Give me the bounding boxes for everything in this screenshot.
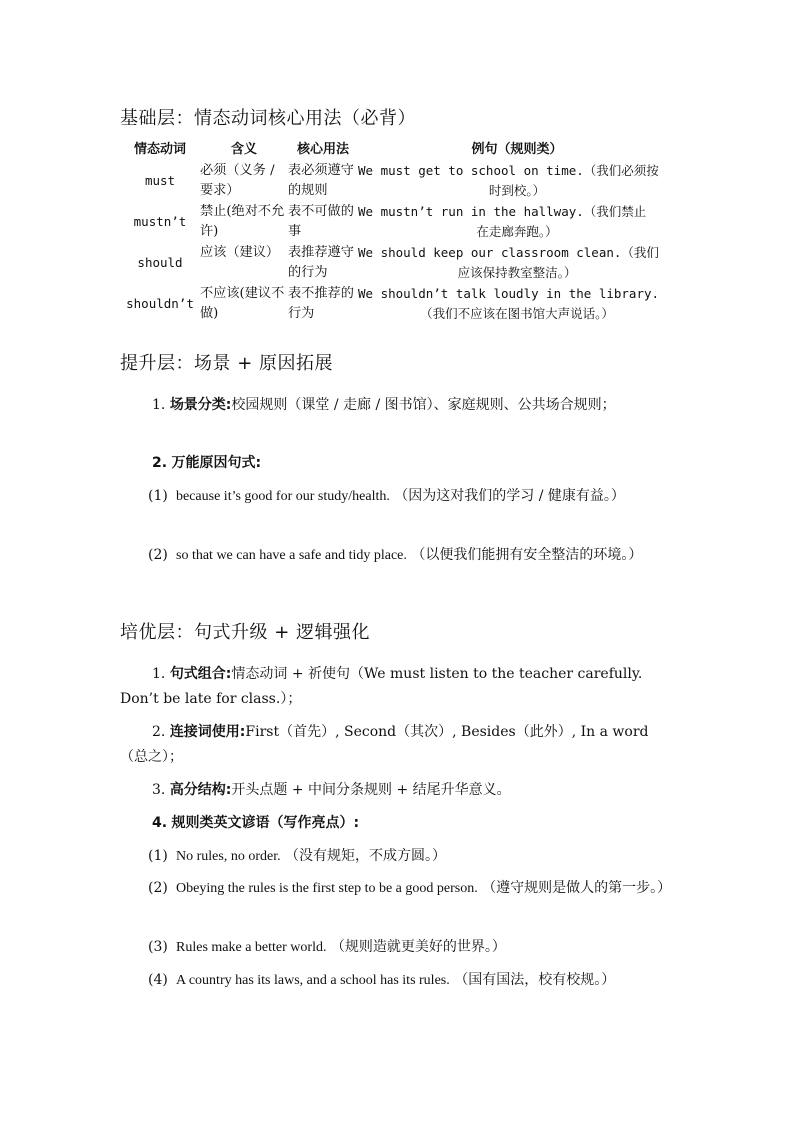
cell-usage: 表不可做的事: [288, 203, 354, 239]
example-line-2: 在走廊奔跑。）: [476, 224, 558, 239]
table-row: [120, 161, 676, 202]
example-line-2: 应该保持教室整洁。）: [457, 265, 577, 280]
sub-chinese: （以便我们能拥有安全整洁的环境。）: [411, 547, 643, 563]
sub-list-item: [148, 843, 676, 870]
item-number: 1.: [152, 666, 166, 682]
sub-chinese: （遵守规则是做人的第一步。）: [482, 880, 672, 896]
item-label: 连接词使用:: [169, 724, 246, 740]
sub-number: (4): [148, 972, 168, 988]
sub-english: so that we can have a safe and tidy place.: [176, 548, 407, 563]
sub-chinese: （国有国法，校有校规。）: [454, 972, 616, 988]
cell-usage: 表必须遵守的规则: [288, 162, 354, 198]
cell-meaning: 必须（义务 / 要求）: [200, 162, 275, 198]
header-verb: 情态动词: [133, 142, 186, 157]
cell-verb: shouldn’t: [126, 295, 194, 311]
cell-example: [358, 161, 676, 202]
header-example: 例句（规则类）: [471, 142, 563, 157]
sub-list-item: [148, 967, 676, 994]
list-item: [120, 393, 676, 418]
item-label: 万能原因句式:: [171, 455, 262, 471]
list-item: [120, 778, 676, 803]
list-item: [120, 451, 676, 476]
sub-english: No rules, no order.: [176, 849, 281, 864]
item-label: 高分结构:: [169, 782, 232, 798]
section-title-excellent: 培优层：句式升级 + 逻辑强化: [120, 622, 371, 643]
item-text: First（首先）, Second（其次）, Besides（此外）, In a word（总之）；: [120, 724, 649, 765]
item-label: 场景分类:: [169, 397, 232, 413]
example-line: We shouldn’t talk loudly in the library.: [358, 285, 660, 301]
table-row: [120, 202, 676, 243]
sub-number: (1): [148, 848, 168, 864]
section-title-advanced: 提升层：场景 + 原因拓展: [120, 353, 334, 374]
table-row: [120, 284, 676, 325]
cell-usage: 表推荐遵守的行为: [288, 244, 354, 280]
sub-list-item: [148, 934, 676, 961]
example-line: We must get to school on time.（我们必须按: [358, 162, 659, 178]
list-item: [120, 720, 676, 770]
sub-number: (1): [148, 488, 168, 504]
cell-meaning: 禁止(绝对不允许): [200, 203, 285, 239]
header-usage: 核心用法: [296, 142, 349, 157]
sub-chinese: （没有规矩，不成方圆。）: [285, 848, 447, 864]
cell-verb: mustn’t: [133, 213, 187, 229]
item-number: 3.: [152, 782, 166, 798]
sub-chinese: （规则造就更美好的世界。）: [330, 939, 506, 955]
item-label: 规则类英文谚语（写作亮点）:: [171, 815, 360, 831]
table-header-row: [120, 140, 676, 161]
cell-meaning: 不应该(建议不做): [200, 285, 285, 321]
table-row: [120, 243, 676, 284]
sub-chinese: （因为这对我们的学习 / 健康有益。）: [394, 488, 625, 504]
example-line: We should keep our classroom clean.（我们: [358, 244, 659, 260]
cell-meaning: 应该（建议）: [200, 244, 280, 260]
sub-english: Rules make a better world.: [176, 940, 327, 955]
example-line: We mustn’t run in the hallway.（我们禁止: [358, 203, 647, 219]
item-label: 句式组合:: [169, 666, 232, 682]
example-line-2: （我们不应该在图书馆大声说话。）: [420, 306, 614, 321]
sub-number: (2): [148, 880, 168, 896]
modal-verbs-table: [120, 140, 676, 325]
cell-verb: must: [144, 172, 176, 188]
sub-list-item: [148, 483, 676, 510]
item-text: 情态动词 + 祈使句（We must listen to the teacher carefully. Don’t be late for class.）；: [120, 666, 643, 707]
section-title-basic: 基础层：情态动词核心用法（必背）: [120, 108, 416, 129]
example-line-2: 时到校。）: [488, 183, 546, 198]
sub-english: because it’s good for our study/health.: [176, 489, 390, 504]
list-item: [120, 662, 676, 712]
item-number: 2.: [152, 455, 168, 471]
sub-number: (2): [148, 547, 168, 563]
sub-english: Obeying the rules is the first step to be a good person.: [176, 881, 478, 896]
list-item: [120, 811, 676, 836]
item-text: 校园规则（课堂 / 走廊 / 图书馆）、家庭规则、公共场合规则；: [231, 397, 616, 413]
sub-list-item: [148, 875, 676, 902]
header-meaning: 含义: [230, 142, 257, 157]
cell-example: [358, 243, 676, 284]
cell-usage: 表不推荐的行为: [288, 285, 354, 321]
sub-english: A country has its laws, and a school has its rules.: [176, 973, 450, 988]
sub-number: (3): [148, 939, 168, 955]
cell-example: [358, 284, 676, 325]
item-number: 2.: [152, 724, 166, 740]
item-number: 4.: [152, 815, 168, 831]
cell-example: [358, 202, 676, 243]
sub-list-item: [148, 542, 676, 569]
cell-verb: should: [137, 254, 183, 270]
item-text: 开头点题 + 中间分条规则 + 结尾升华意义。: [231, 782, 511, 798]
item-number: 1.: [152, 397, 166, 413]
